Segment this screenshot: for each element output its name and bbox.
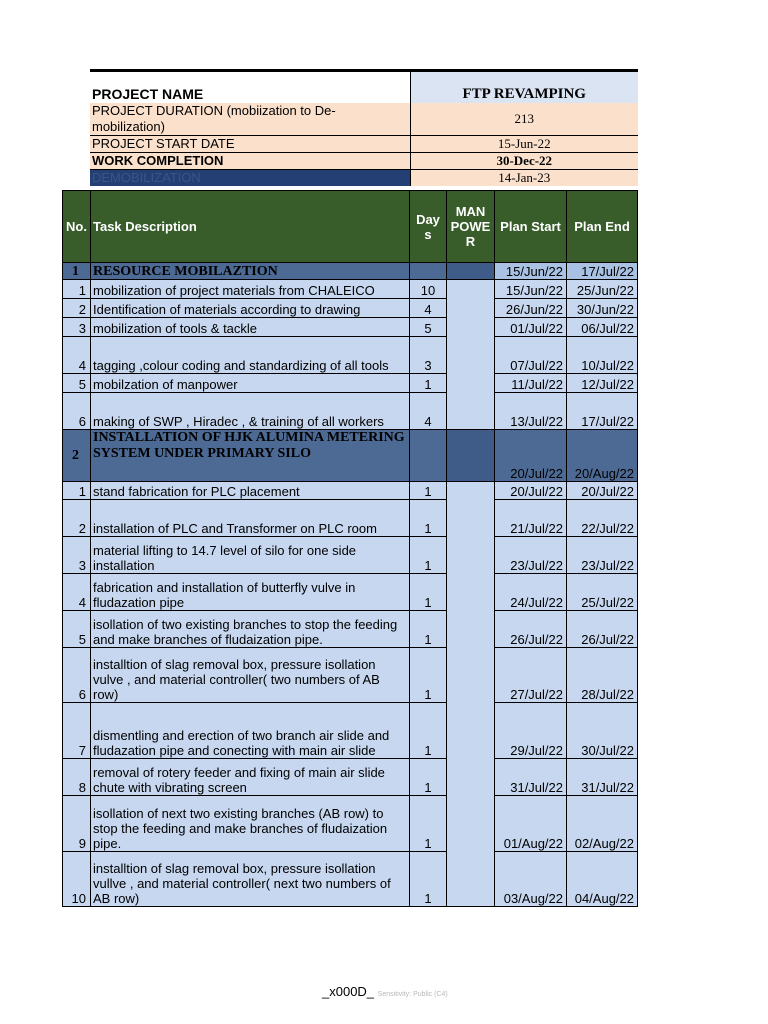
task-description: stand fabrication for PLC placement xyxy=(91,482,410,500)
section-title: INSTALLATION OF HJK ALUMINA METERING SYSTEM UNDER PRIMARY SILO xyxy=(91,430,410,482)
task-days: 1 xyxy=(410,482,447,500)
task-plan-start: 24/Jul/22 xyxy=(495,574,567,611)
project-start-value: 15-Jun-22 xyxy=(410,135,638,152)
section-plan-start: 15/Jun/22 xyxy=(495,263,567,280)
header-plan-end: Plan End xyxy=(567,191,638,263)
task-manpower xyxy=(447,852,495,907)
task-days: 1 xyxy=(410,852,447,907)
task-description: isollation of next two existing branches (AB row) to stop the feeding and make branches of fludaization pipe. xyxy=(91,796,410,852)
task-plan-end: 28/Jul/22 xyxy=(567,648,638,703)
task-plan-start: 26/Jul/22 xyxy=(495,611,567,648)
section-no: 2 xyxy=(63,430,91,482)
task-manpower xyxy=(447,280,495,299)
task-row xyxy=(63,537,638,574)
task-row xyxy=(63,393,638,430)
task-manpower xyxy=(447,374,495,393)
task-no: 6 xyxy=(63,393,91,430)
task-manpower xyxy=(447,337,495,374)
task-days: 1 xyxy=(410,537,447,574)
task-days: 1 xyxy=(410,500,447,537)
task-row xyxy=(63,299,638,318)
task-plan-end: 30/Jul/22 xyxy=(567,703,638,759)
task-plan-end: 26/Jul/22 xyxy=(567,611,638,648)
task-plan-start: 01/Aug/22 xyxy=(495,796,567,852)
task-no: 8 xyxy=(63,759,91,796)
task-plan-start: 20/Jul/22 xyxy=(495,482,567,500)
section-plan-end: 17/Jul/22 xyxy=(567,263,638,280)
project-duration-row xyxy=(90,103,638,136)
task-manpower xyxy=(447,393,495,430)
section-row xyxy=(63,263,638,280)
task-no: 3 xyxy=(63,537,91,574)
task-plan-start: 03/Aug/22 xyxy=(495,852,567,907)
section-days xyxy=(410,263,447,280)
header-no: No. xyxy=(63,191,91,263)
table-header-row xyxy=(63,191,638,263)
task-plan-start: 13/Jul/22 xyxy=(495,393,567,430)
demobilization-label: DEMOBILIZATION xyxy=(90,169,410,186)
task-description: installtion of slag removal box, pressure isollation vullve , and material controller( next two numbers of AB row) xyxy=(91,852,410,907)
task-row xyxy=(63,318,638,337)
task-manpower xyxy=(447,796,495,852)
project-start-row xyxy=(90,135,638,152)
task-no: 9 xyxy=(63,796,91,852)
task-days: 5 xyxy=(410,318,447,337)
work-completion-label: WORK COMPLETION xyxy=(90,152,410,169)
task-plan-end: 10/Jul/22 xyxy=(567,337,638,374)
task-plan-start: 15/Jun/22 xyxy=(495,280,567,299)
task-manpower xyxy=(447,648,495,703)
work-completion-row xyxy=(90,152,638,169)
task-description: tagging ,colour coding and standardizing of all tools xyxy=(91,337,410,374)
project-info-table xyxy=(90,69,638,186)
task-plan-end: 04/Aug/22 xyxy=(567,852,638,907)
header-manpower: MAN POWE R xyxy=(447,191,495,263)
task-manpower xyxy=(447,574,495,611)
task-row xyxy=(63,852,638,907)
page-footer xyxy=(322,984,448,999)
project-start-label: PROJECT START DATE xyxy=(90,135,410,152)
task-schedule-table xyxy=(62,190,638,907)
section-no: 1 xyxy=(63,263,91,280)
task-plan-start: 07/Jul/22 xyxy=(495,337,567,374)
task-plan-start: 11/Jul/22 xyxy=(495,374,567,393)
task-no: 4 xyxy=(63,574,91,611)
task-plan-start: 26/Jun/22 xyxy=(495,299,567,318)
task-manpower xyxy=(447,611,495,648)
task-row xyxy=(63,500,638,537)
task-manpower xyxy=(447,703,495,759)
task-description: isollation of two existing branches to stop the feeding and make branches of fludaization pipe. xyxy=(91,611,410,648)
project-name-label: PROJECT NAME xyxy=(90,71,410,103)
task-plan-start: 01/Jul/22 xyxy=(495,318,567,337)
task-plan-start: 27/Jul/22 xyxy=(495,648,567,703)
task-no: 2 xyxy=(63,500,91,537)
task-plan-end: 02/Aug/22 xyxy=(567,796,638,852)
task-days: 1 xyxy=(410,759,447,796)
task-no: 5 xyxy=(63,611,91,648)
task-plan-end: 25/Jun/22 xyxy=(567,280,638,299)
task-row xyxy=(63,374,638,393)
task-row xyxy=(63,337,638,374)
header-plan-start: Plan Start xyxy=(495,191,567,263)
task-description: material lifting to 14.7 level of silo for one side installation xyxy=(91,537,410,574)
task-plan-start: 31/Jul/22 xyxy=(495,759,567,796)
task-plan-end: 22/Jul/22 xyxy=(567,500,638,537)
task-manpower xyxy=(447,537,495,574)
task-plan-start: 23/Jul/22 xyxy=(495,537,567,574)
task-days: 4 xyxy=(410,299,447,318)
task-manpower xyxy=(447,299,495,318)
demobilization-row xyxy=(90,169,638,186)
task-description: mobilization of tools & tackle xyxy=(91,318,410,337)
task-plan-end: 25/Jul/22 xyxy=(567,574,638,611)
task-plan-end: 23/Jul/22 xyxy=(567,537,638,574)
task-plan-end: 06/Jul/22 xyxy=(567,318,638,337)
task-days: 4 xyxy=(410,393,447,430)
task-no: 1 xyxy=(63,482,91,500)
task-no: 7 xyxy=(63,703,91,759)
task-plan-end: 17/Jul/22 xyxy=(567,393,638,430)
task-description: mobilization of project materials from CHALEICO xyxy=(91,280,410,299)
task-description: installation of PLC and Transformer on PLC room xyxy=(91,500,410,537)
task-description: mobilzation of manpower xyxy=(91,374,410,393)
section-days xyxy=(410,430,447,482)
task-days: 1 xyxy=(410,648,447,703)
section-title: RESOURCE MOBILAZTION xyxy=(91,263,410,280)
task-manpower xyxy=(447,482,495,500)
project-duration-label: PROJECT DURATION (mobiization to De-mobilization) xyxy=(90,103,410,136)
task-plan-start: 29/Jul/22 xyxy=(495,703,567,759)
task-no: 1 xyxy=(63,280,91,299)
task-plan-end: 20/Jul/22 xyxy=(567,482,638,500)
task-days: 1 xyxy=(410,796,447,852)
header-days: Day s xyxy=(410,191,447,263)
task-no: 3 xyxy=(63,318,91,337)
section-plan-start: 20/Jul/22 xyxy=(495,430,567,482)
footer-code: _x000D_ xyxy=(322,984,375,999)
work-completion-value: 30-Dec-22 xyxy=(410,152,638,169)
project-name-row xyxy=(90,71,638,103)
task-description: removal of rotery feeder and fixing of main air slide chute with vibrating screen xyxy=(91,759,410,796)
task-row xyxy=(63,574,638,611)
header-task-description: Task Description xyxy=(91,191,410,263)
task-description: fabrication and installation of butterfly vulve in fludazation pipe xyxy=(91,574,410,611)
task-plan-end: 30/Jun/22 xyxy=(567,299,638,318)
task-plan-start: 21/Jul/22 xyxy=(495,500,567,537)
task-no: 5 xyxy=(63,374,91,393)
task-row xyxy=(63,796,638,852)
task-days: 1 xyxy=(410,374,447,393)
task-days: 3 xyxy=(410,337,447,374)
task-description: dismentling and erection of two branch air slide and fludazation pipe and conecting with main air slide xyxy=(91,703,410,759)
section-manpower xyxy=(447,430,495,482)
project-name-value: FTP REVAMPING xyxy=(410,71,638,103)
task-days: 1 xyxy=(410,611,447,648)
task-row xyxy=(63,611,638,648)
task-row xyxy=(63,759,638,796)
task-description: installtion of slag removal box, pressure isollation vulve , and material controller( two numbers of AB row) xyxy=(91,648,410,703)
section-manpower xyxy=(447,263,495,280)
task-days: 1 xyxy=(410,574,447,611)
task-days: 10 xyxy=(410,280,447,299)
task-plan-end: 31/Jul/22 xyxy=(567,759,638,796)
task-manpower xyxy=(447,500,495,537)
project-duration-value: 213 xyxy=(410,103,638,136)
task-row xyxy=(63,280,638,299)
task-no: 6 xyxy=(63,648,91,703)
sensitivity-label: Sensitivity: Public (C4) xyxy=(377,991,448,998)
task-row xyxy=(63,703,638,759)
task-manpower xyxy=(447,318,495,337)
task-plan-end: 12/Jul/22 xyxy=(567,374,638,393)
task-no: 2 xyxy=(63,299,91,318)
task-description: Identification of materials according to drawing xyxy=(91,299,410,318)
task-row xyxy=(63,648,638,703)
task-no: 10 xyxy=(63,852,91,907)
section-row xyxy=(63,430,638,482)
task-description: making of SWP , Hiradec , & training of all workers xyxy=(91,393,410,430)
task-no: 4 xyxy=(63,337,91,374)
task-days: 1 xyxy=(410,703,447,759)
task-manpower xyxy=(447,759,495,796)
section-plan-end: 20/Aug/22 xyxy=(567,430,638,482)
task-row xyxy=(63,482,638,500)
demobilization-value: 14-Jan-23 xyxy=(410,169,638,186)
